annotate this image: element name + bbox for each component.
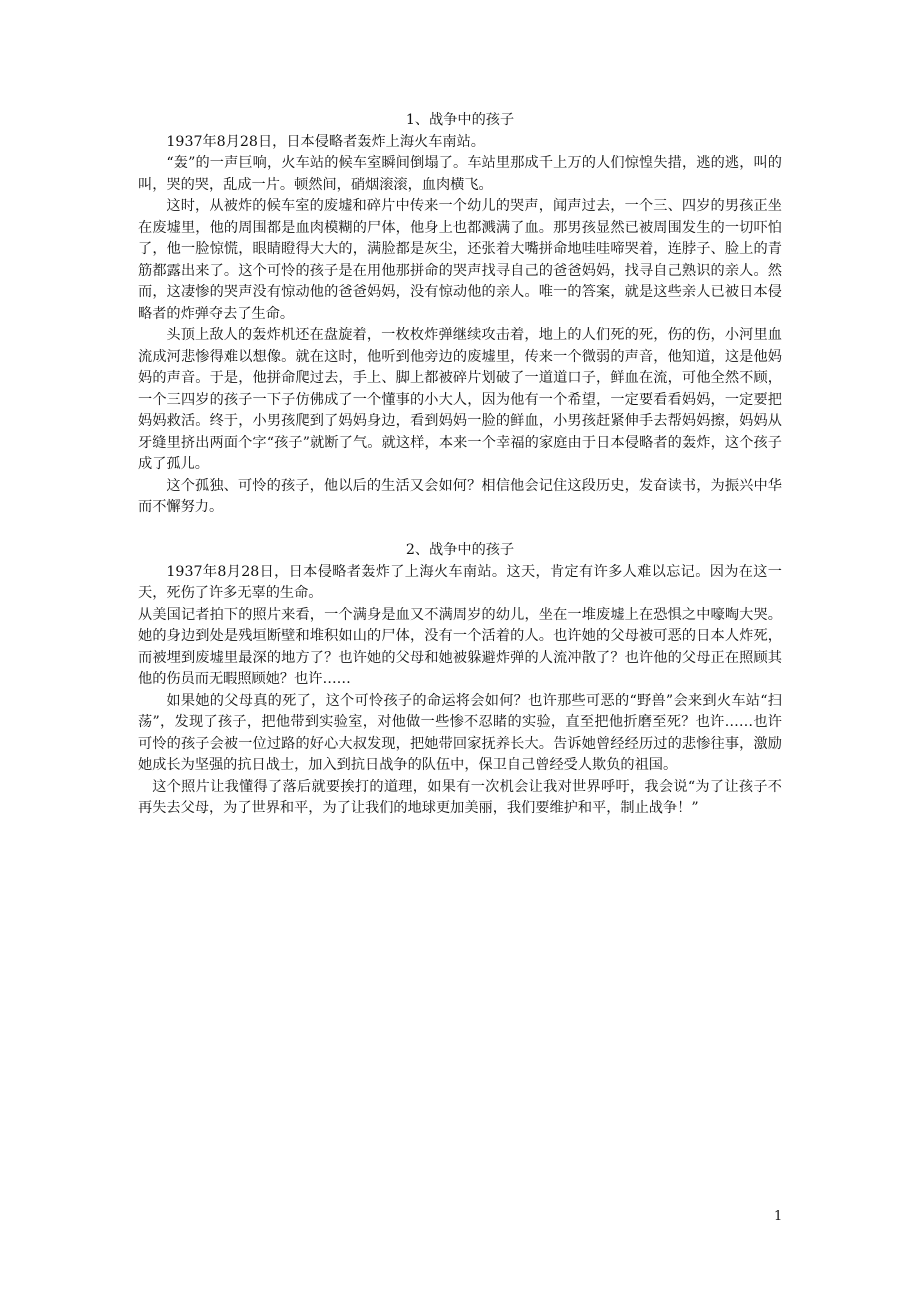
section-1-title: 1、战争中的孩子 xyxy=(405,112,515,128)
section-2-paragraph: 如果她的父母真的死了，这个可怜孩子的命运将会如何？也许那些可恶的“野兽”会来到火车站“扫荡”，发现了孩子，把他带到实验室，对他做一些惨不忍睹的实验，直至把他折磨至死？也许……也许可怜的孩子会被一位过路的好心大叔发现，把她带回家抚养长大。告诉她曾经经历过的悲惨往事，激励她成长为坚强的抗日战士，加入到抗日战争的队伍中，保卫自己曾经受人欺负的祖国。 xyxy=(138,692,782,773)
section-1-paragraph: “轰”的一声巨响，火车站的候车室瞬间倒塌了。车站里那成千上万的人们惊惶失措，逃的逃，叫的叫，哭的哭，乱成一片。顿然间，硝烟滚滚，血肉横飞。 xyxy=(138,155,782,193)
section-2-paragraph: 这个照片让我懂得了落后就要挨打的道理，如果有一次机会让我对世界呼吁，我会说“为了让孩子不再失去父母，为了世界和平，为了让我们的地球更加美丽，我们要维护和平，制止战争！” xyxy=(138,778,782,816)
section-2-title: 2、战争中的孩子 xyxy=(405,542,515,558)
section-1-paragraph: 头顶上敌人的轰炸机还在盘旋着，一枚枚炸弹继续攻击着，地上的人们死的死，伤的伤，小河里血流成河悲惨得难以想像。就在这时，他听到他旁边的废墟里，传来一个微弱的声音，他知道，这是他妈妈的声音。于是，他拼命爬过去，手上、脚上都被碎片划破了一道道口子，鲜血在流，可他全然不顾，一个三四岁的孩子一下子仿佛成了一个懂事的小大人，因为他有一个希望，一定要看看妈妈，一定要把妈妈救活。终于，小男孩爬到了妈妈身边，看到妈妈一脸的鲜血，小男孩赶紧伸手去帮妈妈擦，妈妈从牙缝里挤出两面个字“孩子”就断了气。就这样，本来一个幸福的家庭由于日本侵略者的轰炸，这个孩子成了孤儿。 xyxy=(138,327,782,472)
document-body xyxy=(138,110,782,820)
section-1-paragraph: 这个孤独、可怜的孩子，他以后的生活又会如何？相信他会记住这段历史，发奋读书，为振兴中华而不懈努力。 xyxy=(138,477,782,515)
page-number: 1 xyxy=(774,1209,783,1224)
section-1-paragraph: 1937年8月28日，日本侵略者轰炸上海火车南站。 xyxy=(166,133,485,150)
section-2-paragraph: 1937年8月28日，日本侵略者轰炸了上海火车南站。这天，肯定有许多人难以忘记。因为在这一天，死伤了许多无辜的生命。 xyxy=(138,563,782,601)
section-1-paragraph: 这时，从被炸的候车室的废墟和碎片中传来一个幼儿的哭声，闻声过去，一个三、四岁的男孩正坐在废墟里，他的周围都是血肉模糊的尸体，他身上也都溅满了血。那男孩显然已被周围发生的一切吓怕了，他一脸惊慌，眼睛瞪得大大的，满脸都是灰尘，还张着大嘴拼命地哇哇啼哭着，连脖子、脸上的青筋都露出来了。这个可怜的孩子是在用他那拼命的哭声找寻自己的爸爸妈妈，找寻自己熟识的亲人。然而，这凄惨的哭声没有惊动他的爸爸妈妈，没有惊动他的亲人。唯一的答案，就是这些亲人已被日本侵略者的炸弹夺去了生命。 xyxy=(138,198,782,322)
section-spacer xyxy=(138,519,782,541)
section-2-paragraph: 从美国记者拍下的照片来看，一个满身是血又不满周岁的幼儿，坐在一堆废墟上在恐惧之中嚎啕大哭。她的身边到处是残垣断壁和堆积如山的尸体，没有一个活着的人。也许她的父母被可恶的日本人炸死，而被埋到废墟里最深的地方了？也许她的父母和她被躲避炸弹的人流冲散了？也许他的父母正在照顾其他的伤员而无暇照顾她？也许…… xyxy=(138,606,782,687)
